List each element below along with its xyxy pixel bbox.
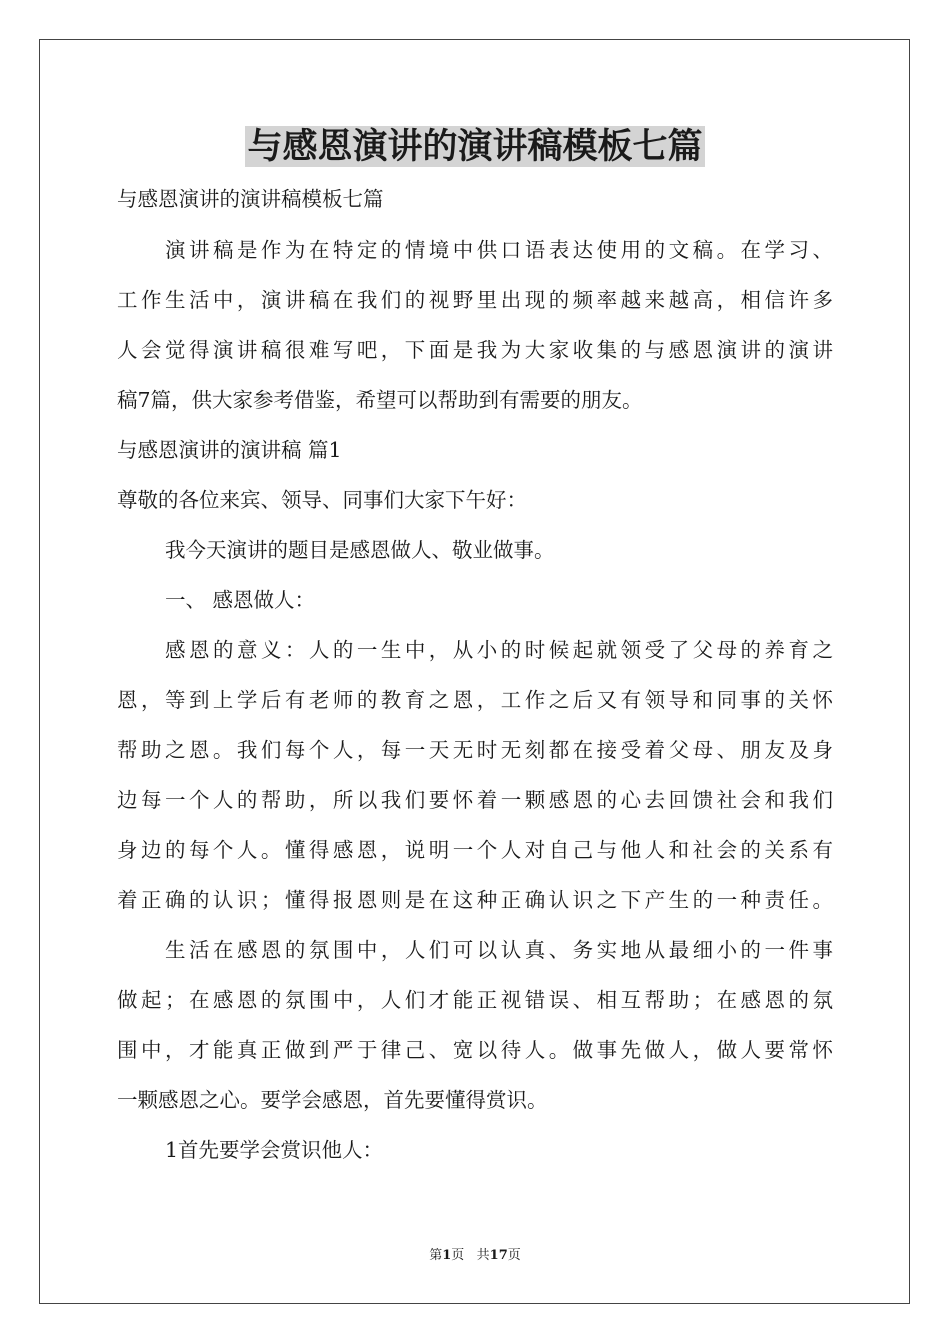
paragraph-line: 感恩的意义：人的一生中，从小的时候起就领受了父母的养育之 [165, 638, 833, 662]
paragraph-line: 稿7篇，供大家参考借鉴，希望可以帮助到有需要的朋友。 [117, 388, 643, 412]
paragraph-line: 身边的每个人。懂得感恩，说明一个人对自己与他人和社会的关系有 [117, 838, 833, 862]
subtitle-line: 与感恩演讲的演讲稿模板七篇 [117, 187, 384, 211]
paragraph-line: 边每一个人的帮助，所以我们要怀着一颗感恩的心去回馈社会和我们 [117, 788, 833, 812]
paragraph-line: 我今天演讲的题目是感恩做人、敬业做事。 [165, 538, 555, 562]
paragraph-line: 恩，等到上学后有老师的教育之恩，工作之后又有领导和同事的关怀 [117, 688, 833, 712]
paragraph-line: 生活在感恩的氛围中，人们可以认真、务实地从最细小的一件事 [165, 938, 833, 962]
paragraph-line: 演讲稿是作为在特定的情境中供口语表达使用的文稿。在学习、 [165, 238, 833, 262]
paragraph-line: 帮助之恩。我们每个人，每一天无时无刻都在接受着父母、朋友及身 [117, 738, 833, 762]
paragraph-line: 工作生活中，演讲稿在我们的视野里出现的频率越来越高，相信许多 [117, 288, 833, 312]
paragraph-line: 1首先要学会赏识他人： [165, 1138, 384, 1162]
page-footer [0, 1247, 950, 1265]
footer-suffix: 页 [507, 1248, 521, 1263]
paragraph-line: 做起；在感恩的氛围中，人们才能正视错误、相互帮助；在感恩的氛 [117, 988, 833, 1012]
footer-prefix: 第 [429, 1248, 443, 1263]
document-title [0, 124, 950, 170]
paragraph-line: 着正确的认识；懂得报恩则是在这种正确认识之下产生的一种责任。 [117, 888, 833, 912]
paragraph-line: 围中，才能真正做到严于律己、宽以待人。做事先做人，做人要常怀 [117, 1038, 833, 1062]
section-heading: 与感恩演讲的演讲稿 篇1 [117, 438, 342, 462]
paragraph-line: 人会觉得演讲稿很难写吧，下面是我为大家收集的与感恩演讲的演讲 [117, 338, 833, 362]
paragraph-line: 一颗感恩之心。要学会感恩，首先要懂得赏识。 [117, 1088, 548, 1112]
footer-middle: 页 共 [451, 1248, 490, 1263]
salutation-line: 尊敬的各位来宾、领导、同事们大家下午好： [117, 488, 527, 512]
footer-total-pages: 17 [489, 1248, 508, 1263]
document-title-text: 与感恩演讲的演讲稿模板七篇 [247, 126, 703, 167]
footer-page-number: 1 [442, 1248, 452, 1263]
subheading-line: 一、 感恩做人： [165, 588, 316, 612]
